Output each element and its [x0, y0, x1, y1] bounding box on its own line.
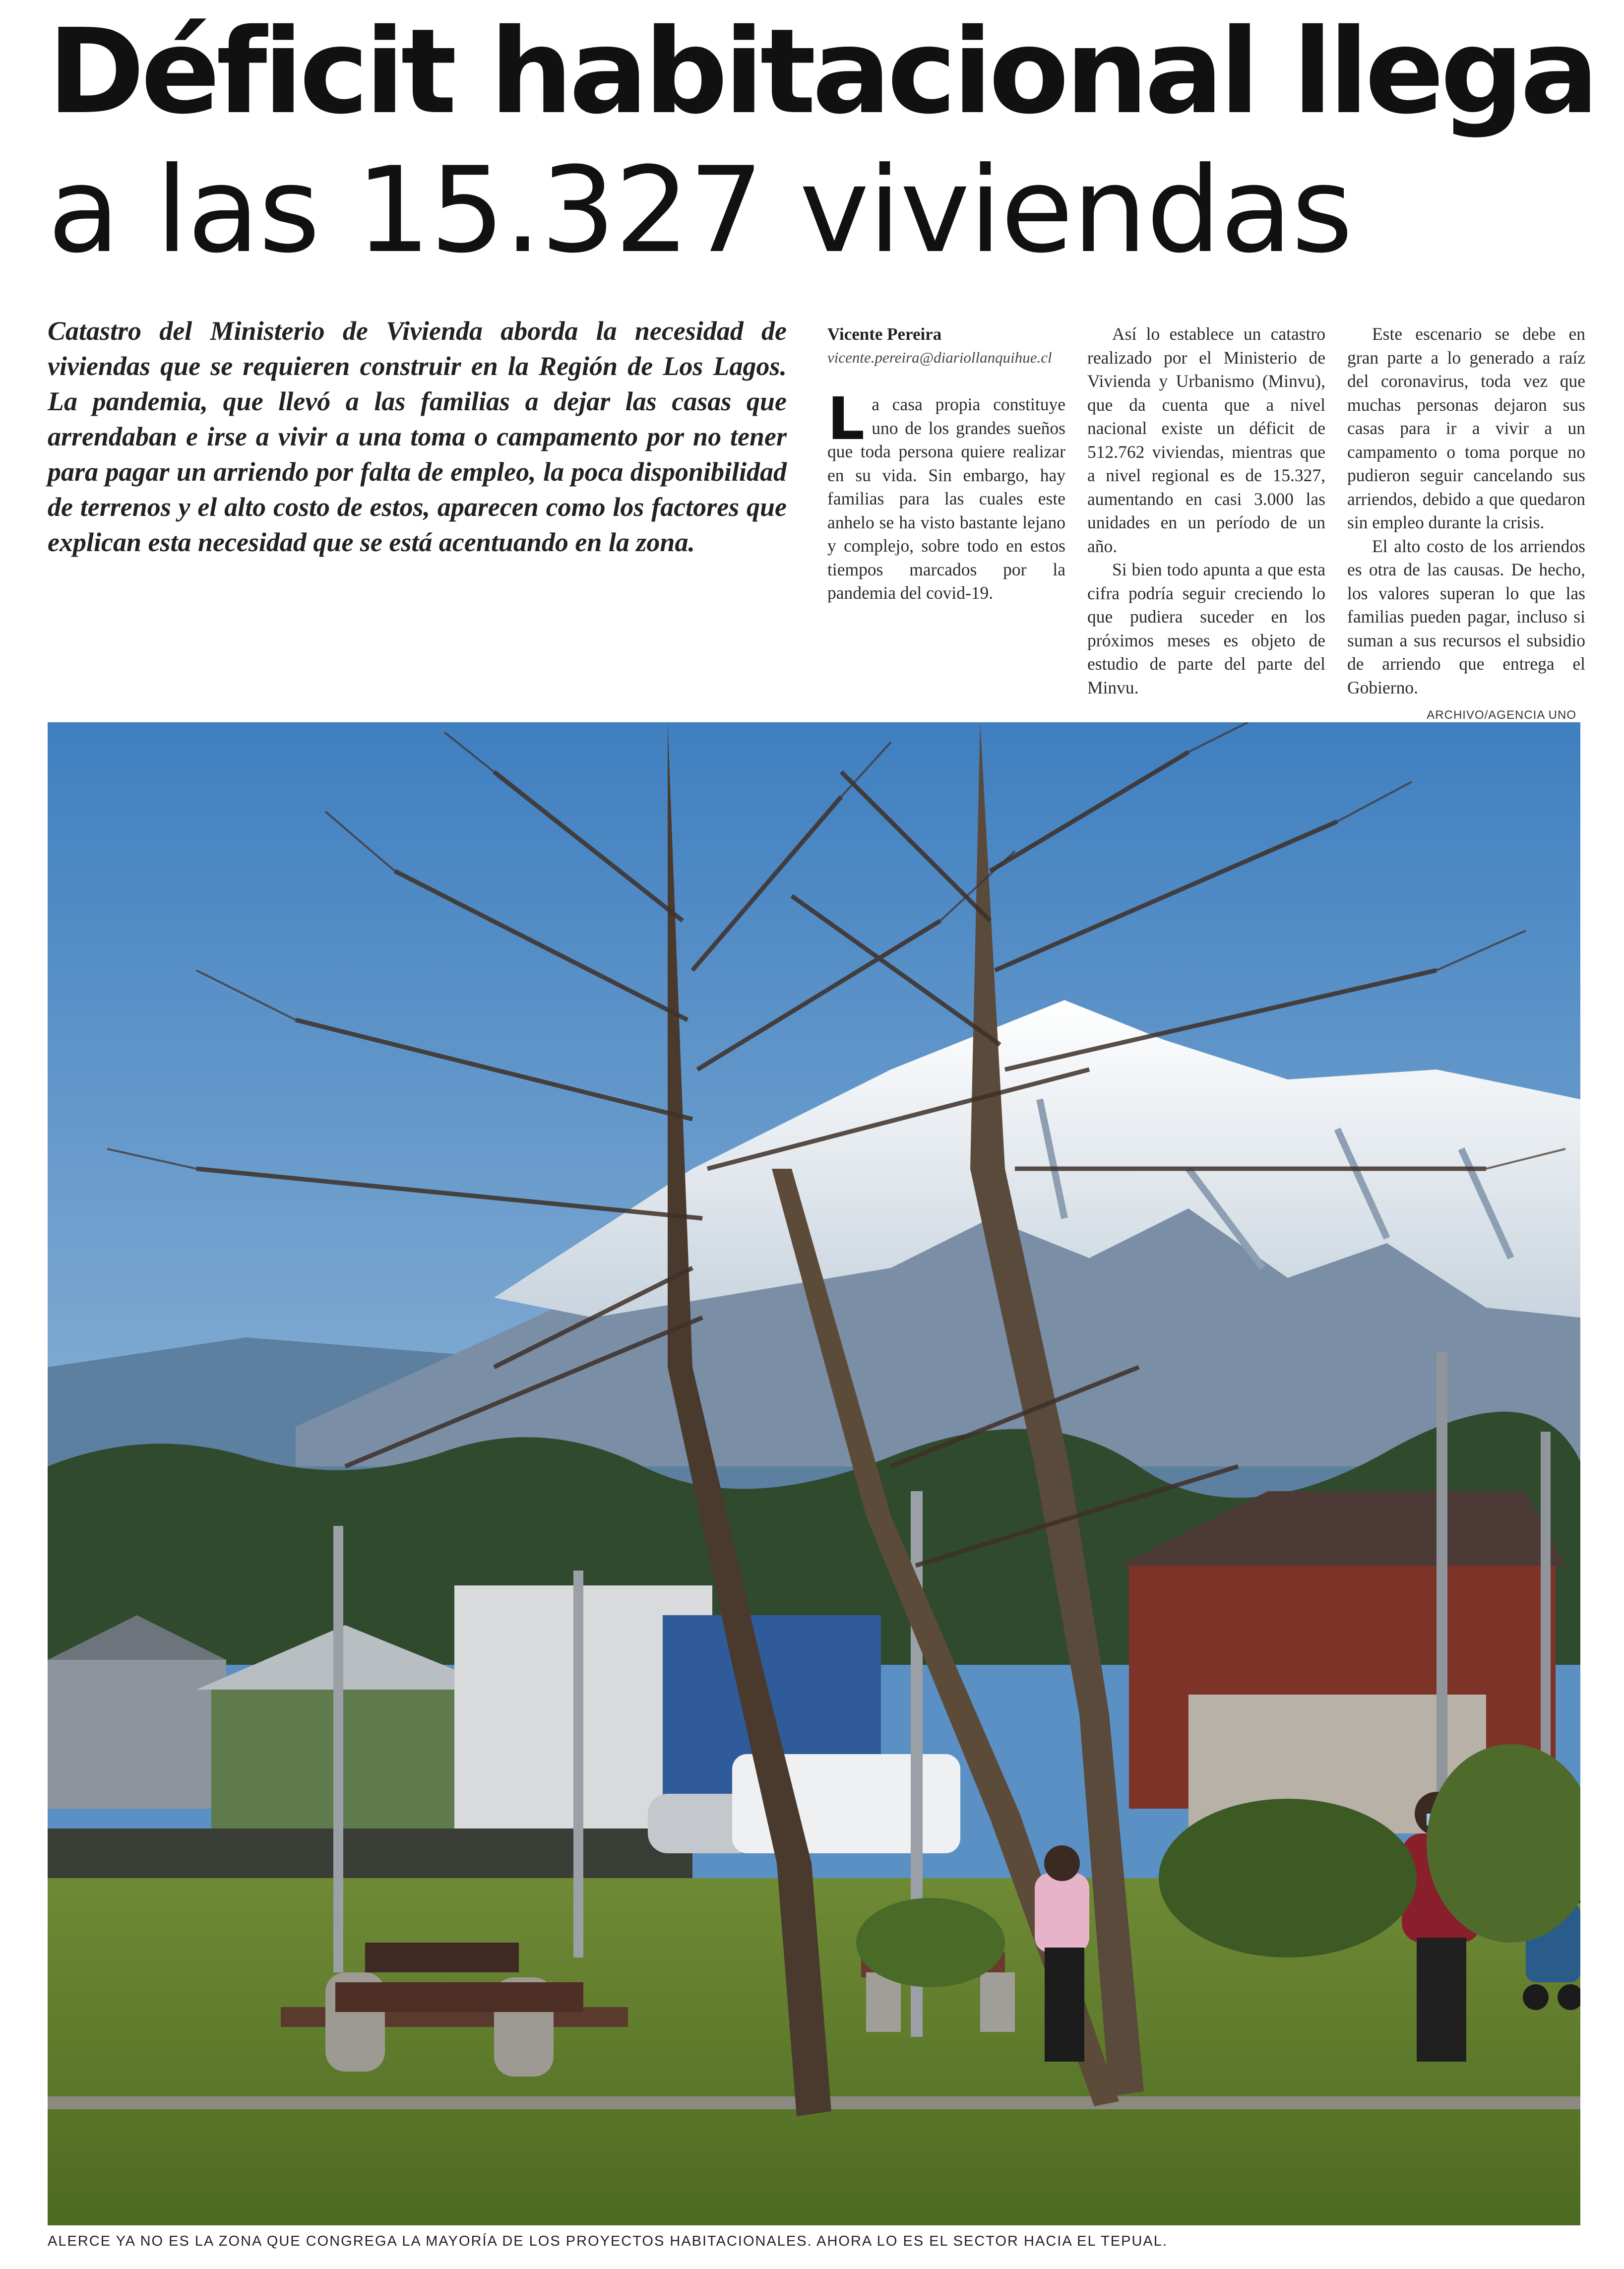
headline-line-2: a las 15.327 viviendas	[48, 142, 1352, 279]
photo-caption: ALERCE YA NO ES LA ZONA QUE CONGREGA LA MAYORÍA DE LOS PROYECTOS HABITACIONALES. AHORA LO ES EL SECTOR HACIA EL TEPUAL.	[48, 2233, 1168, 2249]
photo-credit: ARCHIVO/AGENCIA UNO	[1427, 708, 1576, 722]
body-paragraph-5: El alto costo de los arriendos es otra de las causas. De hecho, los valores superan lo que las familias pueden pagar, incluso si suman a sus recursos el subsidio de arriendo que entrega el Gobierno.	[1347, 536, 1585, 697]
house-gray	[48, 1660, 226, 1809]
author-name: Vicente Pereira	[827, 324, 942, 344]
body-column-2	[1087, 322, 1325, 699]
house-green	[211, 1685, 489, 1848]
park-volcano-illustration	[48, 722, 1580, 2225]
byline	[827, 322, 1075, 369]
lamp-pole-2	[573, 1571, 583, 1957]
body-paragraph-4: Este escenario se debe en gran parte a lo generado a raíz del coronavirus, toda vez que muchas personas dejaron sus casas para ir a vivir a un campamento o toma porque no pudieron seguir cancelando sus arriendos, debido a que quedaron sin empleo durante la crisis.	[1347, 324, 1585, 532]
headline-line-1: Déficit habitacional llega	[48, 3, 1595, 140]
shrub-center	[856, 1898, 1005, 1987]
shrub-right	[1159, 1799, 1417, 1957]
body-paragraph-1	[827, 384, 1065, 605]
body-paragraph-3: Si bien todo apunta a que esta cifra podría seguir creciendo lo que pudiera suceder en los próximos meses es objeto de estudio de parte del parte del Minvu.	[1087, 560, 1325, 697]
article-photo	[48, 722, 1580, 2225]
lamp-pole-4	[1437, 1352, 1447, 1838]
article-lede: Catastro del Ministerio de Vivienda aborda la necesidad de viviendas que se requieren construir en la Región de Los Lagos. La pandemia, que llevó a las familias a dejar las casas que arrendaban e irse a vivir a una toma o campamento por no tener para pagar un arriendo por falta de empleo, la poca disponibilidad de terrenos y el alto costo de estos, aparecen como los factores que explican esta necesidad que se está acentuando en la zona.	[48, 316, 787, 557]
author-email[interactable]: vicente.pereira@diariollanquihue.cl	[827, 349, 1052, 366]
body-paragraph-1-text: a casa propia constituye uno de los grandes sueños que toda persona quiere realizar en su vida. Sin embargo, hay familias para las cuales este anhelo se ha visto bastante lejano y complejo, sobre todo en estos tiempos marcados por la pandemia del covid-19.	[827, 394, 1065, 603]
fence	[48, 1828, 692, 1883]
body-column-1	[827, 384, 1065, 605]
drop-cap: L	[827, 384, 865, 453]
body-column-3	[1347, 322, 1585, 699]
lamp-pole-1	[333, 1526, 343, 1972]
body-paragraph-2: Así lo establece un catastro realizado por el Ministerio de Vivienda y Urbanismo (Minvu), que da cuenta que a nivel nacional existe un déficit de 512.762 viviendas, mientras que a nivel regional es de 15.327, aumentando en casi 3.000 las unidades en un período de un año.	[1087, 324, 1325, 556]
